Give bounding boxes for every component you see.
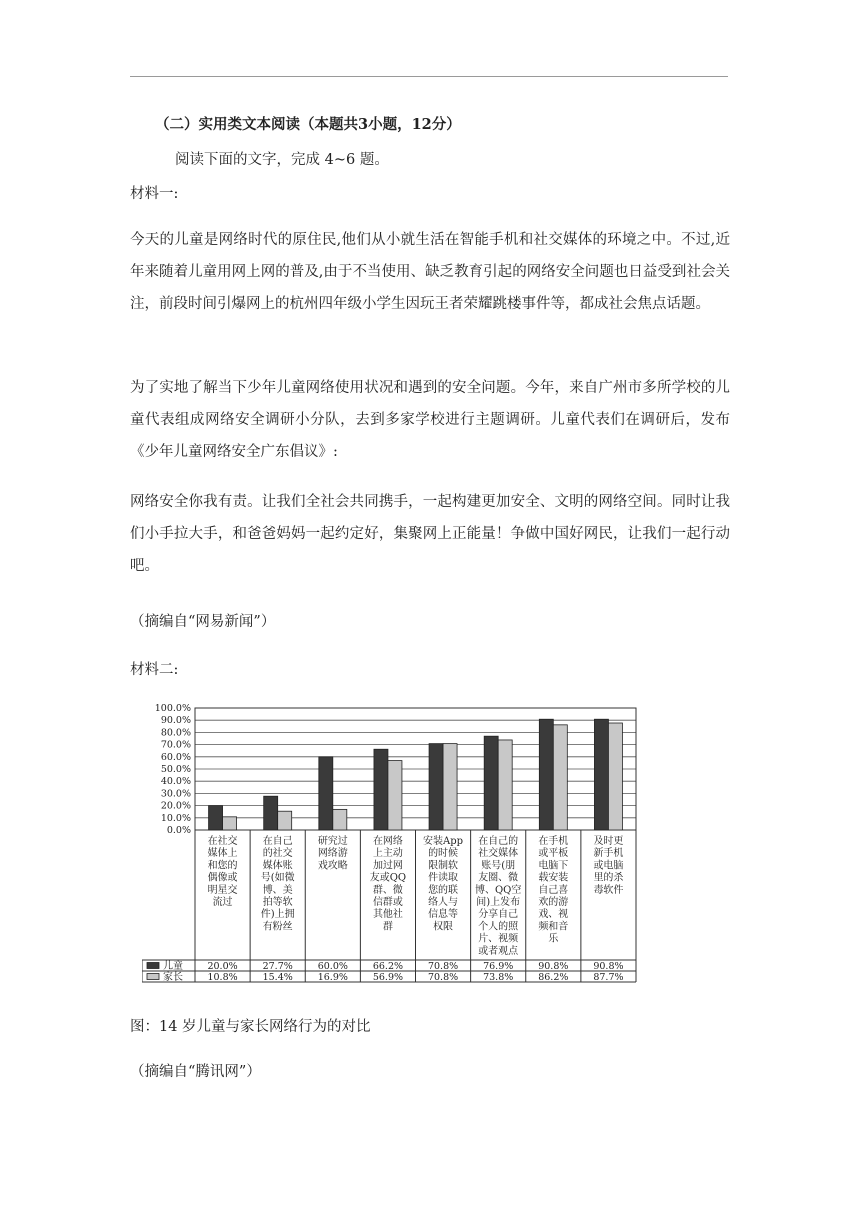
bar-child (319, 757, 333, 830)
bar-chart (142, 700, 638, 992)
data-label: 90.8% (593, 961, 624, 972)
category-label: 分享自己 (478, 909, 519, 921)
category-label: 乐 (548, 933, 559, 945)
bar-child (264, 796, 278, 830)
y-tick-label: 100.0% (154, 703, 191, 714)
category-label: 电脑下 (538, 860, 569, 872)
category-label: 有粉丝 (262, 921, 293, 933)
category-label: 片、视频 (478, 933, 519, 945)
category-label: 或平板 (538, 848, 569, 860)
data-label: 70.8% (427, 972, 459, 983)
category-label: 和您的 (207, 860, 238, 872)
category-label: 个人的照 (478, 921, 519, 933)
category-label: 在网络 (372, 836, 403, 847)
y-tick-label: 90.0% (160, 715, 191, 727)
category-label: 戏攻略 (317, 860, 348, 872)
bar-child (539, 719, 553, 830)
category-label: 络人与 (428, 897, 459, 908)
category-label: 研究过 (317, 836, 348, 847)
category-label: 在社交 (207, 836, 238, 847)
category-label: 权限 (433, 921, 454, 933)
bar-parent (443, 744, 457, 830)
chart-svg (142, 700, 638, 992)
data-label: 16.9% (317, 972, 348, 983)
data-label: 27.7% (262, 961, 293, 972)
data-label: 76.9% (483, 961, 514, 972)
top-rule (130, 76, 728, 77)
bar-child (484, 736, 498, 830)
material2-source: （摘编自“腾讯网”） (130, 1064, 261, 1080)
category-label: 限制软 (428, 860, 459, 872)
material1-paragraph-2: 为了实地了解当下少年儿童网络使用状况和遇到的安全问题。今年，来自广州市多所学校的儿童代表组成网络安全调研小分队，去到多家学校进行主题调研。儿童代表们在调研后，发布《少年儿童网络安全广东倡议》: (130, 380, 730, 460)
category-label: 载安装 (538, 872, 569, 884)
y-tick-label: 70.0% (160, 739, 191, 751)
category-label: 流过 (212, 897, 233, 908)
category-label: 在自己 (262, 836, 293, 847)
category-label: 或者观点 (478, 945, 519, 957)
legend-swatch-parent (147, 974, 159, 980)
y-tick-label: 30.0% (160, 788, 191, 800)
category-label: 信群或 (372, 897, 403, 908)
bar-parent (278, 811, 292, 830)
category-label: 博、QQ空 (474, 884, 522, 896)
material2-label: 材料二: (130, 662, 179, 678)
data-label: 10.8% (207, 972, 238, 983)
y-tick-label: 60.0% (160, 751, 191, 763)
data-label: 56.9% (372, 972, 404, 983)
data-label: 70.8% (427, 961, 459, 972)
category-label: 在手机 (538, 836, 569, 847)
bar-parent (608, 723, 622, 830)
data-label: 90.8% (538, 961, 569, 972)
category-label: 网络游 (317, 848, 348, 860)
category-label: 自己喜 (538, 884, 569, 896)
bar-parent (388, 761, 402, 830)
category-label: 的时候 (428, 848, 459, 860)
material1-paragraph-1: 今天的儿童是网络时代的原住民,他们从小就生活在智能手机和社交媒体的环境之中。不过,近年来随着儿童用网上网的普及,由于不当使用、缺乏教育引起的网络安全问题也日益受到社会关注，前段时间引爆网上的杭州四年级小学生因玩王者荣耀跳楼事件等，都成社会焦点话题。 (130, 232, 730, 312)
y-tick-label: 0.0% (166, 825, 191, 836)
y-tick-label: 80.0% (160, 727, 191, 739)
category-label: 欢的游 (538, 897, 569, 908)
category-label: 信息等 (428, 909, 459, 921)
data-label: 66.2% (372, 961, 404, 972)
data-label: 60.0% (317, 961, 348, 972)
legend-label: 家长 (163, 972, 183, 983)
category-label: 及时更 (593, 836, 624, 847)
instruction: 阅读下面的文字，完成 4~6 题。 (175, 152, 389, 168)
bar-parent (553, 725, 567, 830)
category-label: 上主动 (372, 848, 403, 860)
category-label: 媒体上 (207, 848, 238, 860)
y-tick-label: 20.0% (160, 800, 191, 812)
category-label: 明星交 (207, 884, 238, 896)
category-label: 媒体账 (262, 860, 293, 872)
category-label: 里的杀 (593, 872, 624, 884)
category-label: 友圈、微 (478, 872, 519, 884)
legend-swatch-child (147, 963, 159, 969)
material1-source: （摘编自“网易新闻”） (130, 614, 276, 630)
category-label: 社交媒体 (478, 848, 519, 860)
chart-caption: 图：14 岁儿童与家长网络行为的对比 (130, 1019, 371, 1035)
category-label: 的社交 (262, 848, 293, 860)
category-label: 拍等软 (262, 897, 293, 908)
bar-parent (223, 817, 237, 830)
data-label: 86.2% (538, 972, 569, 983)
category-label: 安装App (423, 836, 464, 847)
category-label: 毒软件 (593, 884, 624, 896)
category-label: 件读取 (428, 872, 459, 884)
data-label: 73.8% (483, 972, 514, 983)
category-label: 频和音 (538, 921, 569, 933)
category-label: 账号(朋 (481, 860, 516, 872)
category-label: 号(如微 (260, 872, 295, 884)
bar-child (594, 719, 608, 830)
category-label: 新手机 (593, 848, 624, 860)
category-label: 其他社 (372, 909, 403, 921)
bar-parent (498, 740, 512, 830)
section-title: （二）实用类文本阅读（本题共3小题，12分） (155, 116, 461, 133)
category-label: 偶像或 (207, 872, 238, 884)
category-label: 您的联 (428, 884, 459, 896)
y-tick-label: 50.0% (160, 764, 191, 775)
category-label: 或电脑 (593, 860, 624, 872)
category-label: 友或QQ (369, 872, 407, 884)
category-label: 群、微 (372, 884, 403, 896)
data-label: 15.4% (262, 972, 293, 983)
category-label: 群 (382, 921, 393, 933)
category-label: 在自己的 (478, 836, 519, 847)
data-label: 87.7% (593, 972, 624, 983)
legend-label: 儿童 (163, 961, 183, 972)
bar-child (209, 806, 223, 830)
bar-child (374, 749, 388, 830)
category-label: 博、美 (262, 884, 293, 896)
bar-parent (333, 809, 347, 830)
category-label: 戏、视 (538, 909, 569, 921)
data-label: 20.0% (207, 961, 238, 972)
material1-label: 材料一: (130, 186, 179, 202)
category-label: 间)上发布 (476, 897, 521, 908)
category-label: 加过网 (372, 860, 403, 872)
material1-paragraph-3: 网络安全你我有责。让我们全社会共同携手，一起构建更加安全、文明的网络空间。同时让我们小手拉大手，和爸爸妈妈一起约定好，集聚网上正能量！争做中国好网民，让我们一起行动吧。 (130, 494, 730, 574)
bar-child (429, 744, 443, 830)
category-label: 件)上拥 (260, 909, 295, 921)
y-tick-label: 10.0% (160, 812, 191, 824)
y-tick-label: 40.0% (160, 776, 191, 788)
